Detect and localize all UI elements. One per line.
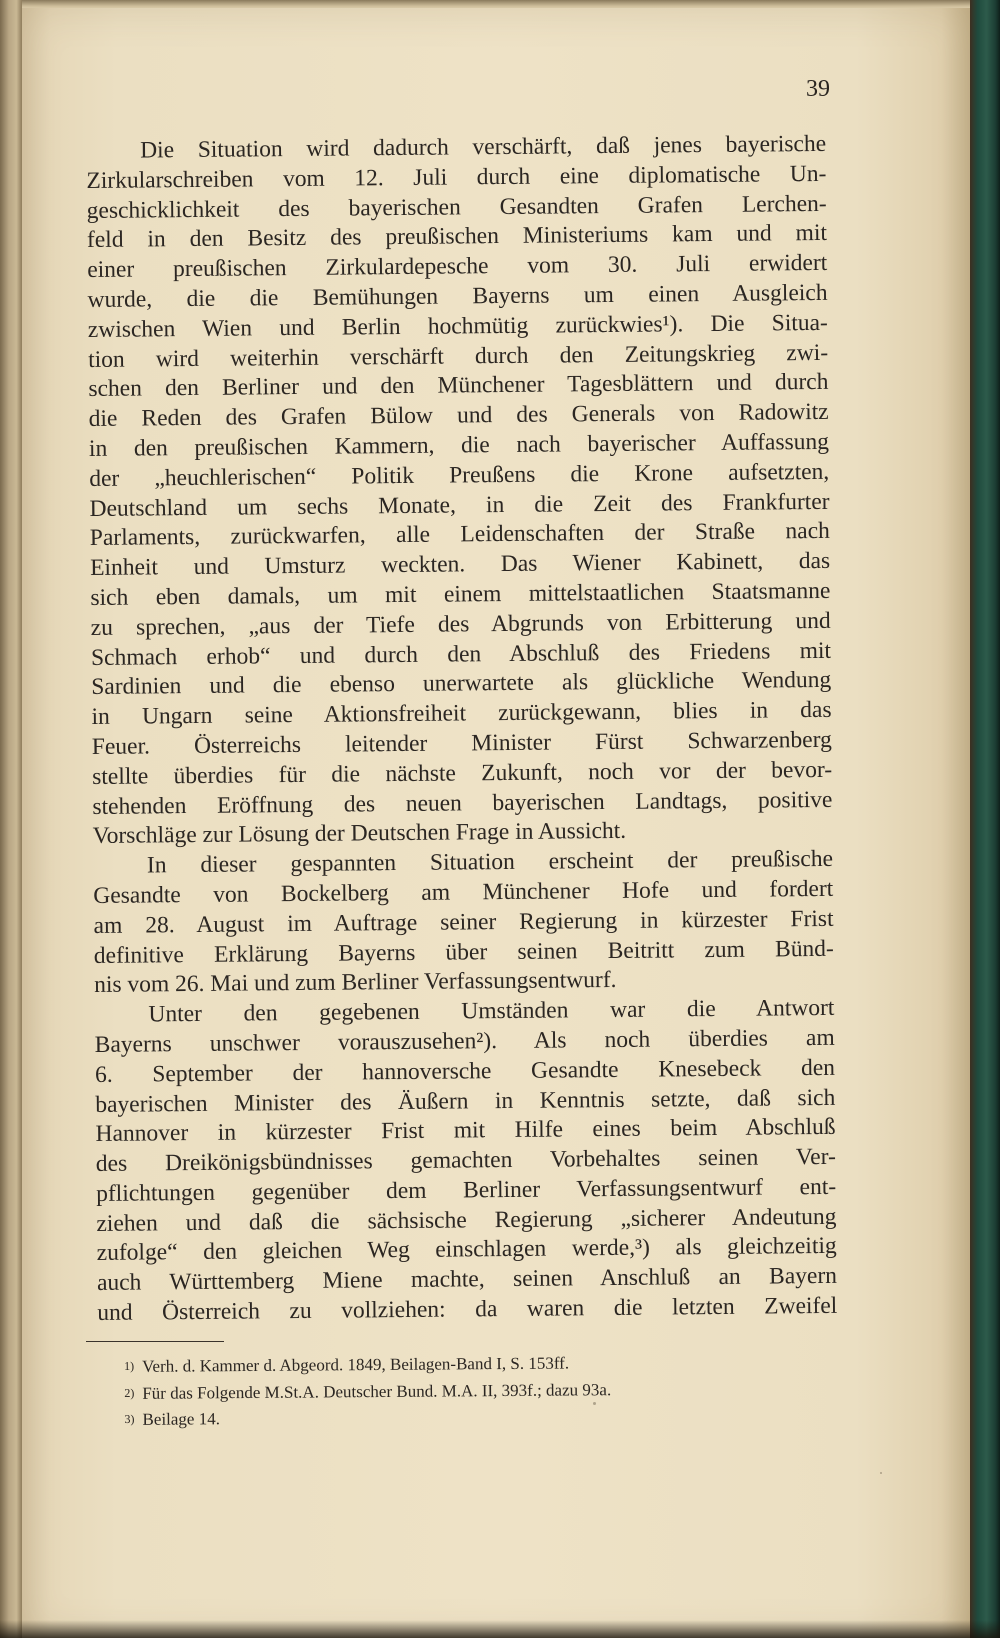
text-line: Deutschland um sechs Monate, in die Zeit des Frankfurter (89, 488, 830, 522)
text-line: Die Situation wird dadurch verschärft, daß jenes bayerische (140, 130, 827, 164)
text-line: wurde, die die Bemühungen Bayerns um einen Ausgleich (87, 279, 828, 313)
text-line: am 28. August im Auftrage seiner Regierung in kürzester Frist (93, 905, 834, 939)
adjacent-page-edge (0, 0, 22, 1638)
text-line: einer preußischen Zirkulardepesche vom 30. Juli erwidert (87, 250, 828, 284)
text-line: definitive Erklärung Bayerns über seinen Beitritt zum Bünd- (93, 935, 834, 969)
text-line: feld in den Besitz des preußischen Ministeriums kam und mit (86, 220, 828, 254)
text-line: der „heuchlerischen“ Politik Preußens die Krone aufsetzten, (89, 458, 830, 492)
text-line: Parlaments, zurückwarfen, alle Leidenschaften der Straße nach (89, 518, 830, 552)
footnotes (124, 1348, 845, 1433)
text-line: stehenden Eröffnung des neuen bayerischen Landtags, positive (92, 786, 833, 820)
text-line: Bayerns unschwer vorauszusehen²). Als noch überdies am (94, 1024, 835, 1058)
text-line: 6. September der hannoversche Gesandte Knesebeck den (94, 1054, 836, 1088)
text-line: nis vom 26. Mai und zum Berliner Verfassungsentwurf. (94, 967, 617, 999)
footnote-mark: 2) (124, 1385, 135, 1400)
paper-speck (880, 1472, 882, 1474)
book-cover-edge (970, 0, 1000, 1638)
text-line: Hannover in kürzester Frist mit Hilfe eines beim Abschluß (95, 1114, 836, 1148)
text-line: Vorschläge zur Lösung der Deutschen Frage in Aussicht. (92, 818, 627, 850)
text-line: auch Württemberg Miene machte, seinen Anschluß an Bayern (96, 1263, 838, 1297)
text-line: In dieser gespannten Situation erscheint der preußische (146, 845, 834, 879)
footnote (124, 1401, 844, 1433)
text-line: und Österreich zu vollziehen: da waren die letzten Zweifel (97, 1292, 838, 1327)
text-line: schen den Berliner und den Münchener Tagesblättern und durch (88, 369, 829, 403)
bleed-through-text (2, 0, 20, 1638)
text-line: Feuer. Österreichs leitender Minister Fürst Schwarzenberg (91, 726, 832, 760)
text-line: Sardinien und die ebenso unerwartete als glückliche Wendung (91, 667, 832, 701)
text-line: zu sprechen, „aus der Tiefe des Abgrunds von Erbitterung und (90, 607, 831, 641)
text-line: Gesandte von Bockelberg am Münchener Hofe und fordert (93, 875, 834, 909)
footnote-mark: 1) (124, 1358, 135, 1373)
footnote-text: Verh. d. Kammer d. Abgeord. 1849, Beilagen-Band I, S. 153ff. (142, 1353, 570, 1376)
bottom-shadow (0, 1620, 1000, 1638)
text-line: in Ungarn seine Aktionsfreiheit zurückgewann, blies in das (91, 697, 832, 731)
text-line: zufolge“ den gleichen Weg einschlagen werde,³) als gleichzeitig (96, 1233, 837, 1267)
footnote-mark: 3) (124, 1411, 135, 1426)
page-number: 39 (806, 76, 830, 102)
text-line: Einheit und Umsturz weckten. Das Wiener Kabinett, das (90, 548, 831, 582)
text-line: Schmach erhob“ und durch den Abschluß des Friedens mit (90, 637, 832, 671)
text-line: zwischen Wien und Berlin hochmütig zurückwies¹). Die Situa- (87, 309, 828, 343)
paper-speck (593, 1402, 596, 1405)
text-line: Unter den gegebenen Umständen war die Antwort (148, 994, 835, 1028)
text-line: ziehen und daß die sächsische Regierung „sicherer Andeutung (96, 1203, 837, 1237)
text-line: Zirkularschreiben vom 12. Juli durch eine diplomatische Un- (86, 160, 827, 194)
footnote-separator (86, 1341, 224, 1342)
text-line: tion wird weiterhin verschärft durch den Zeitungskrieg zwi- (88, 339, 829, 373)
text-line: die Reden des Grafen Bülow und des Generals von Radowitz (88, 399, 829, 433)
text-line: pflichtungen gegenüber dem Berliner Verfassungsentwurf ent- (96, 1173, 837, 1207)
text-line: stellte überdies für die nächste Zukunft, noch vor der bevor- (92, 756, 833, 790)
footnote-text: Beilage 14. (142, 1409, 221, 1429)
text-line: bayerischen Minister des Äußern in Kenntnis setzte, daß sich (95, 1084, 836, 1118)
text-line: des Dreikönigsbündnisses gemachten Vorbehaltes seinen Ver- (95, 1143, 836, 1178)
text-line: sich eben damals, um mit einem mittelstaatlichen Staatsmanne (90, 577, 831, 611)
text-line: in den preußischen Kammern, die nach bayerischer Auffassung (88, 428, 830, 462)
text-line: geschicklichkeit des bayerischen Gesandten Grafen Lerchen- (86, 190, 827, 224)
footnote-text: Für das Folgende M.St.A. Deutscher Bund. M.A. II, 393f.; dazu 93a. (142, 1379, 612, 1403)
body-text (86, 130, 837, 1329)
